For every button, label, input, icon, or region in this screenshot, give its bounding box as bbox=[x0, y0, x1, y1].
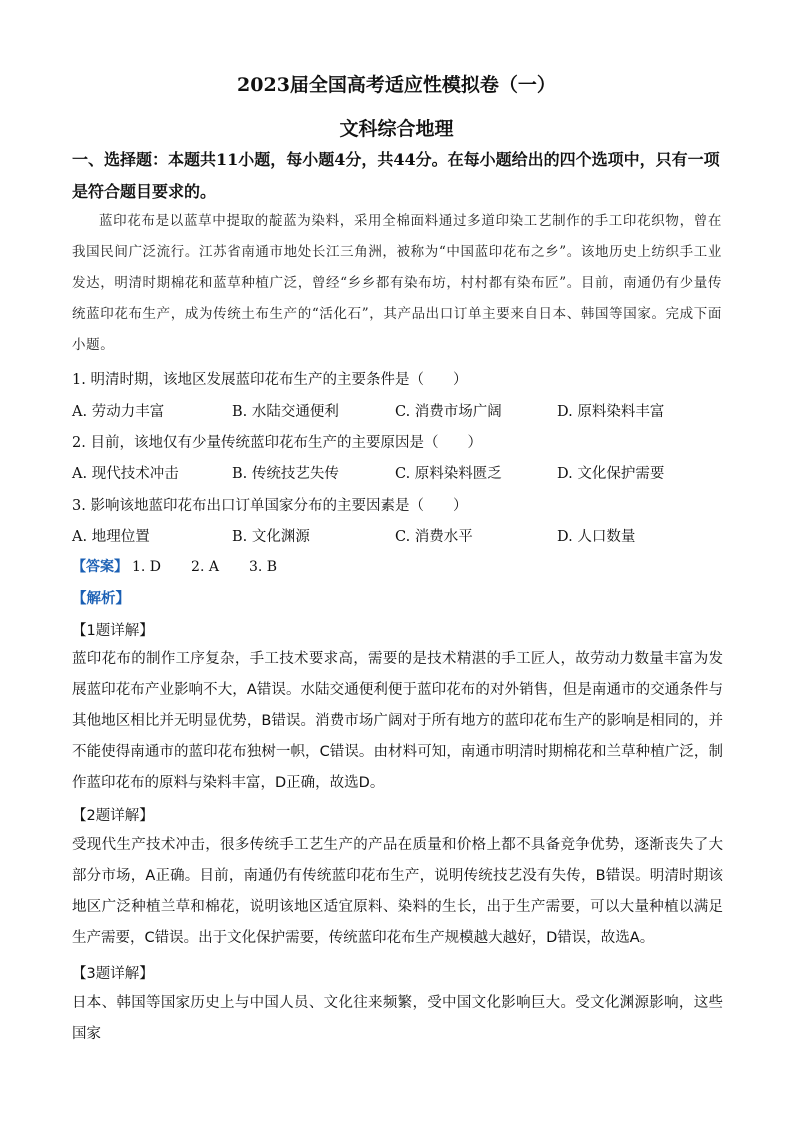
analysis-row bbox=[72, 587, 732, 608]
detail-1-paragraph bbox=[72, 644, 723, 799]
question-1-option-a: A. 劳动力丰富 bbox=[72, 404, 165, 420]
exam-title: 2023届全国高考适应性模拟卷（一） bbox=[237, 74, 556, 96]
answer-3: 3. B bbox=[248, 559, 278, 575]
question-3-options bbox=[72, 525, 722, 545]
detail-3-text: 日本、韩国等国家历史上与中国人员、文化往来频繁，受中国文化影响巨大。受文化渊源影响，这些国家 bbox=[72, 995, 723, 1042]
question-2-option-c: C. 原料染料匮乏 bbox=[395, 466, 502, 482]
question-1-options bbox=[72, 400, 722, 420]
passage-text: 蓝印花布是以蓝草中提取的靛蓝为染料，采用全棉面料通过多道印染工艺制作的手工印花织物，曾在我国民间广泛流行。江苏省南通市地处长江三角洲，被称为“中国蓝印花布之乡”。该地历史上纺织手工业发达，明清时期棉花和蓝草种植广泛，曾经“乡乡都有染布坊，村村都有染布匠”。目前，南通仍有少量传统蓝印花布生产，成为传统土布生产的“活化石”，其产品出口订单主要来自日本、韩国等国家。完成下面小题。 bbox=[72, 213, 722, 353]
detail-3-paragraph bbox=[72, 988, 723, 1050]
section-instructions: 一、选择题：本题共11小题，每小题4分，共44分。在每小题给出的四个选项中，只有一项是符合题目要求的。 bbox=[72, 150, 720, 201]
question-1-option-c: C. 消费市场广阔 bbox=[395, 404, 502, 420]
question-3-option-a: A. 地理位置 bbox=[72, 529, 150, 545]
detail-3-heading: 【3题详解】 bbox=[72, 966, 154, 982]
detail-1-heading: 【1题详解】 bbox=[72, 623, 154, 639]
question-3-stem: 3. 影响该地蓝印花布出口订单国家分布的主要因素是（ ） bbox=[72, 498, 468, 514]
question-1-option-b: B. 水陆交通便利 bbox=[232, 404, 339, 420]
detail-2-heading: 【2题详解】 bbox=[72, 808, 154, 824]
question-2-stem: 2. 目前，该地仅有少量传统蓝印花布生产的主要原因是（ ） bbox=[72, 435, 482, 451]
question-2-options bbox=[72, 462, 722, 482]
answer-label: 【答案】 bbox=[72, 559, 128, 575]
exam-subtitle: 文科综合地理 bbox=[339, 118, 454, 140]
detail-1-text: 蓝印花布的制作工序复杂，手工技术要求高，需要的是技术精湛的手工匠人，故劳动力数量丰富为发展蓝印花布产业影响不大，A错误。水陆交通便利便于蓝印花布的对外销售，但是南通市的交通条件与其他地区相比并无明显优势，B错误。消费市场广阔对于所有地方的蓝印花布生产的影响是相同的，并不能使得南通市的蓝印花布独树一帜，C错误。由材料可知，南通市明清时期棉花和兰草种植广泛，制作蓝印花布的原料与染料丰富，D正确，故选D。 bbox=[72, 651, 723, 791]
question-1-stem: 1. 明清时期，该地区发展蓝印花布生产的主要条件是（ ） bbox=[72, 372, 468, 388]
detail-2-paragraph bbox=[72, 830, 723, 954]
answer-2: 2. A bbox=[191, 559, 219, 575]
detail-2-text: 受现代生产技术冲击，很多传统手工艺生产的产品在质量和价格上都不具备竞争优势，逐渐丧失了大部分市场，A正确。目前，南通仍有传统蓝印花布生产，说明传统技艺没有失传，B错误。明清时期该地区广泛种植兰草和棉花，说明该地区适宜原料、染料的生长，出于生产需要，可以大量种植以满足生产需要，C错误。出于文化保护需要，传统蓝印花布生产规模越大越好，D错误，故选A。 bbox=[72, 837, 723, 946]
question-3-option-c: C. 消费水平 bbox=[395, 529, 473, 545]
answer-row bbox=[72, 556, 732, 576]
answer-1: 1. D bbox=[132, 559, 162, 575]
question-2-option-a: A. 现代技术冲击 bbox=[72, 466, 179, 482]
question-2-option-b: B. 传统技艺失传 bbox=[232, 466, 339, 482]
analysis-label: 【解析】 bbox=[72, 590, 130, 607]
question-3-option-d: D. 人口数量 bbox=[557, 529, 636, 545]
question-2-option-d: D. 文化保护需要 bbox=[557, 466, 665, 482]
question-1-option-d: D. 原料染料丰富 bbox=[557, 404, 665, 420]
reading-passage bbox=[72, 206, 722, 361]
question-3-option-b: B. 文化渊源 bbox=[232, 529, 310, 545]
